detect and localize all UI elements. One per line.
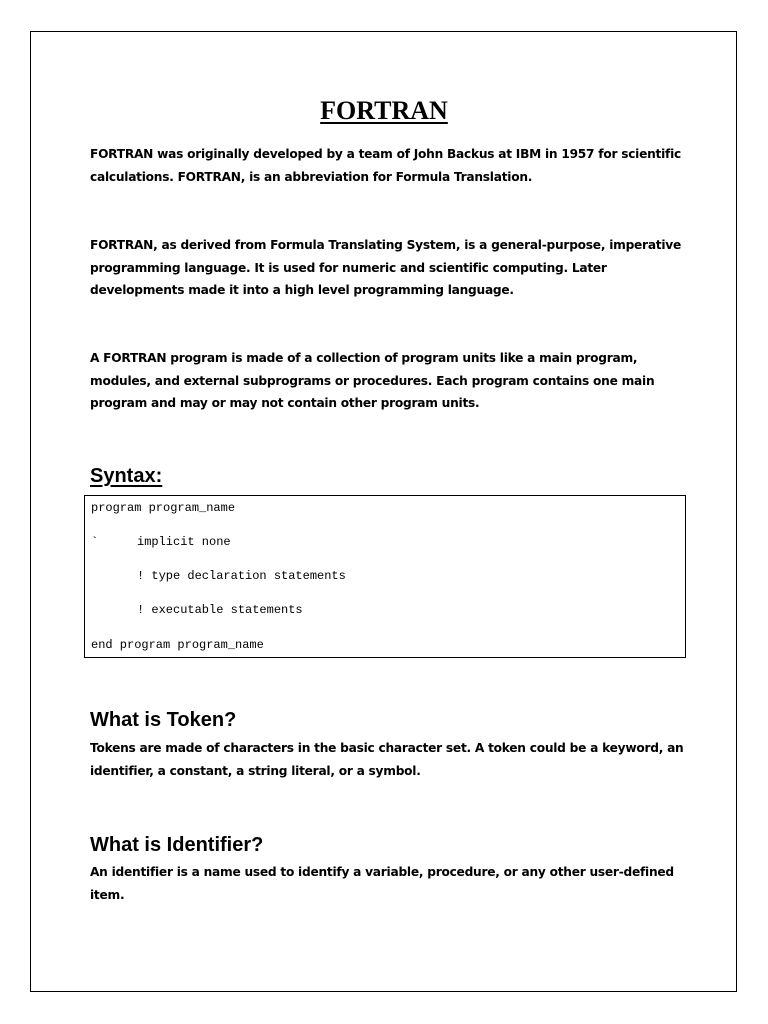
code-line-type-declaration: ! type declaration statements xyxy=(137,569,346,583)
token-heading: What is Token? xyxy=(90,709,237,731)
syntax-heading: Syntax: xyxy=(90,465,163,487)
paragraph-program-units: A FORTRAN program is made of a collection of program units like a main program, modules, and external subprograms or procedures. Each program contains one main program and may or may not contain other program units. xyxy=(90,351,655,410)
code-line-executable: ! executable statements xyxy=(137,603,303,617)
paragraph-history: FORTRAN was originally developed by a team of John Backus at IBM in 1957 for scientific calculations. FORTRAN, is an abbreviation for Formula Translation. xyxy=(90,147,681,184)
code-line-program: program program_name xyxy=(91,501,236,515)
code-line-end-program: end program program_name xyxy=(91,638,264,652)
identifier-heading: What is Identifier? xyxy=(90,834,264,856)
syntax-code-block xyxy=(84,495,686,658)
document-title: FORTRAN xyxy=(320,96,448,125)
code-tick-mark: ` xyxy=(91,535,99,549)
code-line-implicit: implicit none xyxy=(137,535,231,549)
paragraph-description: FORTRAN, as derived from Formula Translating System, is a general-purpose, imperative programming language. It is used for numeric and scientific computing. Later developments made it into a high level programming language. xyxy=(90,238,682,297)
token-paragraph: Tokens are made of characters in the basic character set. A token could be a keyword, an identifier, a constant, a string literal, or a symbol. xyxy=(90,741,684,778)
identifier-paragraph: An identifier is a name used to identify a variable, procedure, or any other user-defined item. xyxy=(90,865,674,902)
